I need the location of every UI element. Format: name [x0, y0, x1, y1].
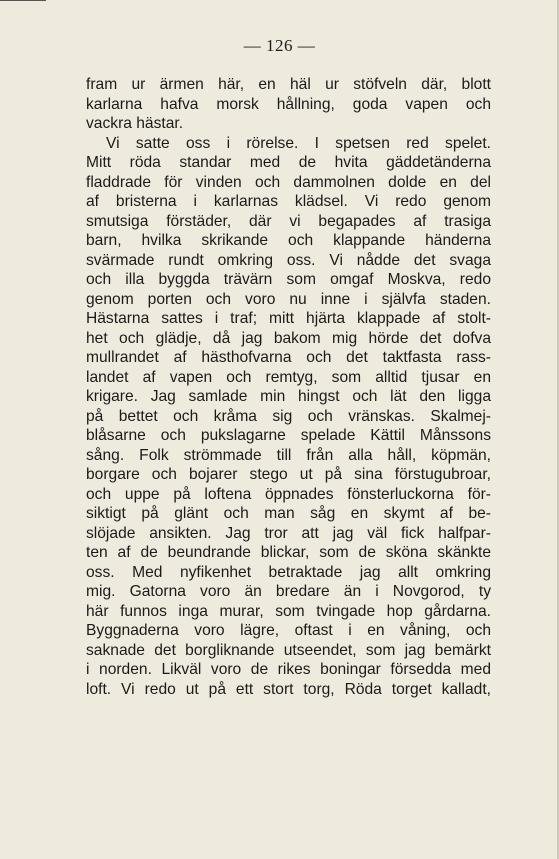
text-line: smutsiga förstäder, där vi begapades af trasiga [86, 212, 491, 230]
text-line: mig. Gatorna voro än bredare än i Novgorod, ty [86, 583, 491, 600]
page-number: — 126 — [243, 36, 316, 55]
text-line: och uppe på loftena öppnades fönsterluckorna för- [86, 485, 491, 503]
text-line: på bettet och kråma sig och vränskas. Skalmej- [86, 407, 491, 425]
text-line: siktigt på glänt och man såg en skymt af be- [86, 505, 491, 522]
text-line: krigare. Jag samlade min hingst och lät den ligga [86, 388, 491, 405]
text-line: Byggnaderna voro lägre, oftast i en våning, och [86, 622, 491, 639]
text-line: het och glädje, då jag bakom mig hörde det dofva [86, 329, 491, 347]
text-line: här funnos inga murar, som tvingade hop gårdarna. [86, 602, 491, 620]
text-line: Vi satte oss i rörelse. I spetsen red spelet. [106, 134, 491, 152]
text-line: svärmade rundt omkring oss. Vi nådde det svaga [86, 251, 491, 269]
text-line: Mitt röda standar med de hvita gäddetänderna [86, 154, 491, 171]
text-line: och illa byggda trävärn som omgaf Moskva, redo [86, 271, 491, 288]
text-line: landet af vapen och remtyg, som alltid tjusar en [86, 368, 491, 386]
text-line: slöjade ansikten. Jag tror att jag väl fick halfpar- [86, 524, 491, 542]
text-line: oss. Med nyfikenhet betraktade jag allt omkring [86, 563, 491, 581]
text-line: mullrandet af hästhofvarna och det taktfasta rass- [86, 349, 491, 366]
text-line: Hästarna sattes i traf; mitt hjärta klappade af stolt- [86, 310, 491, 327]
text-line: genom porten och voro nu inne i självfa staden. [86, 290, 491, 308]
text-line: ten af de beundrande blickar, som de sköna skänkte [86, 544, 491, 561]
text-line: fram ur ärmen här, en häl ur stöfveln där, blott [86, 76, 491, 93]
text-line: vackra hästar. [86, 115, 184, 132]
text-line: loft. Vi redo ut på ett stort torg, Röda torget kalladt, [86, 680, 491, 698]
text-line: af bristerna i karlarnas klädsel. Vi redo genom [86, 193, 491, 210]
scan-corner-mark [0, 0, 46, 1]
text-line: blåsarne och pukslagarne spelade Kättil Månssons [86, 427, 491, 444]
body-text [86, 75, 491, 699]
text-line: i norden. Likväl voro de rikes boningar försedda med [86, 661, 491, 678]
text-line: barn, hvilka skrikande och klappande händerna [86, 232, 491, 249]
text-line: borgare och bojarer stego ut på sina förstugubroar, [86, 466, 491, 483]
text-line: sång. Folk strömmade till från alla håll, köpmän, [86, 446, 491, 464]
text-line: fladdrade för vinden och dammolnen dolde en del [86, 173, 491, 191]
text-line: karlarna hafva morsk hållning, goda vapen och [86, 95, 491, 113]
text-line: saknade det borgliknande utseendet, som jag bemärkt [86, 641, 491, 659]
